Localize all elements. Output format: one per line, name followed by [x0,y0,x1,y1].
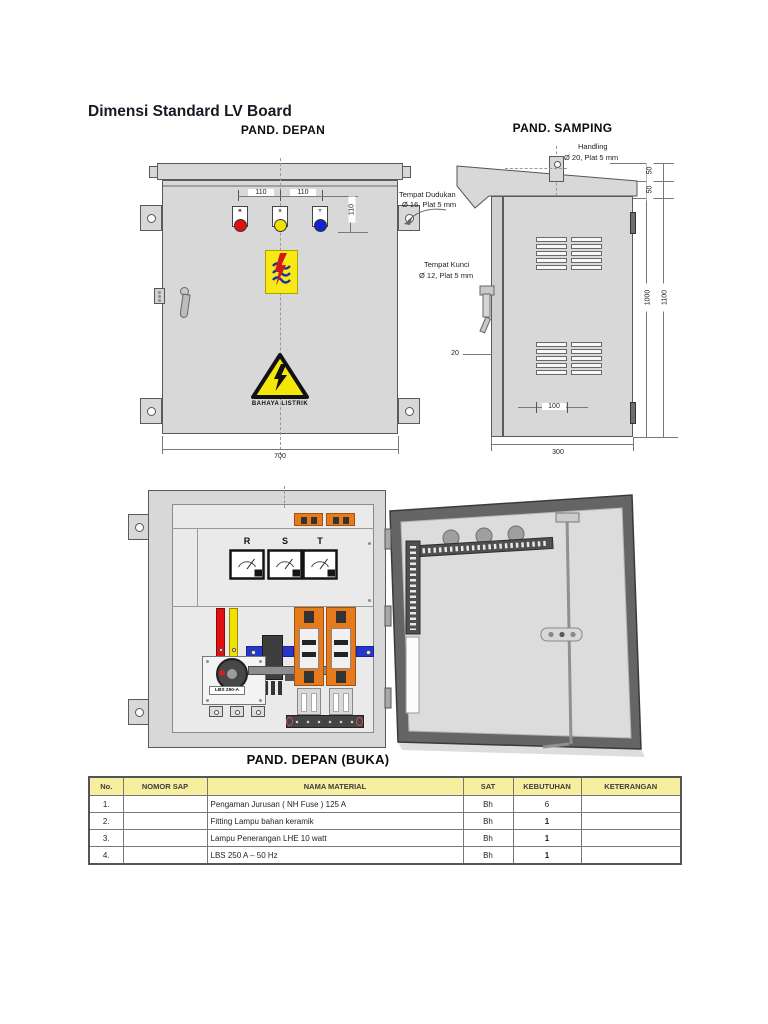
table-header-row [89,777,681,796]
panel-line [197,528,198,606]
ext-line [398,436,399,454]
cell-no: 2. [89,813,123,830]
bracket-hole [147,214,156,223]
cell-sat: Bh [463,830,513,847]
side-cabinet-body [503,196,633,437]
dim-line-20 [463,354,491,355]
ext-line [637,181,674,182]
dim-50-a: 50 [647,160,654,182]
side-hinge-bottom [630,402,636,424]
analog-meter-t [302,549,338,580]
dim-1000: 1000 [645,284,652,312]
cell-nama: Lampu Penerangan LHE 10 watt [207,830,463,847]
panel-screw [368,542,371,545]
open-centerline [284,486,285,508]
dim-tick [567,402,568,413]
bracket-hole [135,523,144,532]
neutral-bar-right [356,646,374,657]
lbs-terminal [230,706,244,717]
open-bracket-bottom [128,699,150,725]
cell-no: 3. [89,830,123,847]
lamp-lens-red [234,219,247,232]
cell-keterangan [581,813,681,830]
nh-fuse-holder [326,607,356,686]
connector-pin [271,681,275,695]
lamp-lens-yellow [274,219,287,232]
cell-nomor-sap [123,847,207,865]
pln-logo-sticker-icon [265,250,298,294]
analog-meter-s [267,549,303,580]
lamp-letter-t: T [318,208,322,213]
bracket-hole [135,708,144,717]
dim-300: 300 [552,449,564,456]
dim-arrow-line [338,232,368,233]
annotation-kunci-spec: Ø 12, Plat 5 mm [419,271,474,280]
louver-vent [536,342,567,377]
ext-line [633,437,634,451]
cell-keterangan [581,830,681,847]
lamp-lens-blue [314,219,327,232]
lamp-letter-r: R [238,208,242,213]
dim-700: 700 [274,453,286,460]
handling-lug [549,156,564,182]
louver-vent [571,237,602,272]
meter-label-s: S [281,536,288,546]
lbs-terminal [251,706,265,717]
bracket-hole [147,407,156,416]
dim-110-vertical: 110 [349,197,356,223]
open-view-label: PAND. DEPAN (BUKA) [246,752,390,767]
cell-nomor-sap [123,796,207,813]
busbar-yellow [229,608,238,660]
dim-110-right: 110 [290,189,316,196]
hinge-block [154,288,165,304]
cell-nama: Pengaman Jurusan ( NH Fuse ) 125 A [207,796,463,813]
meter-label-t: T [317,536,323,546]
connector-pin [278,681,282,695]
dim-20: 20 [451,350,459,357]
electric-hazard-triangle-icon [250,352,310,402]
dim-100: 100 [542,403,566,410]
cell-nomor-sap [123,813,207,830]
header-sat: SAT [463,777,513,796]
cell-kebutuhan: 6 [513,796,581,813]
lug-hole [554,161,561,168]
panel-line [172,528,374,529]
busbar-bolt [232,648,236,652]
dim-110-left: 110 [248,189,274,196]
cell-kebutuhan: 1 [513,813,581,830]
indicator-lamp-t [312,206,328,227]
louver-vent [536,237,567,272]
lbs-knob-center [227,669,237,679]
annotation-kunci: Tempat Kunci [424,260,470,269]
analog-meter-r [229,549,265,580]
handling-leader [505,168,567,169]
cell-keterangan [581,796,681,813]
front-roof-tab-right [402,166,411,178]
page-title: Dimensi Standard LV Board [88,103,292,120]
annotation-dudukan-spec: Ø 16, Plat 5 mm [402,200,457,209]
fuse-base-top [326,513,355,526]
busbar-red [216,608,225,660]
annotation-dudukan: Tempat Dudukan [399,190,456,199]
dim-1100: 1100 [662,284,669,312]
mount-bracket-top-left [140,205,162,231]
lamp-letter-s: S [278,208,282,213]
dim-50-b: 50 [647,179,654,201]
terminal-strip [286,715,364,728]
fuse-grip [297,688,321,715]
side-view-label: PAND. SAMPING [512,121,613,135]
dim-line-top [238,196,358,197]
nh-fuse-holder [294,607,324,686]
bracket-hole [405,407,414,416]
header-no: No. [89,777,123,796]
header-kebutuhan: KEBUTUHAN [513,777,581,796]
dudukan-leader-arrow [402,206,447,228]
ext-line [162,436,163,454]
header-keterangan: KETERANGAN [581,777,681,796]
indicator-lamp-s [272,206,288,227]
cell-nomor-sap [123,830,207,847]
header-nomor-sap: NOMOR SAP [123,777,207,796]
front-view-label: PAND. DEPAN [240,123,326,137]
annotation-handling: Handling [578,142,608,151]
lbs-terminal [209,706,223,717]
meter-label-r: R [243,536,251,546]
cell-sat: Bh [463,796,513,813]
open-bracket-top [128,514,150,540]
fuse-grip [329,688,353,715]
cell-keterangan [581,847,681,865]
mount-bracket-bottom-right [398,398,420,424]
ext-line [633,198,674,199]
annotation-handling-spec: Ø 20, Plat 5 mm [564,153,619,162]
indicator-lamp-r [232,206,248,227]
table-row [89,830,681,847]
dim-tick [536,402,537,413]
dim-line-300 [491,444,633,445]
side-hinge-top [630,212,636,234]
busbar-bolt [219,648,223,652]
ext-line [633,437,678,438]
panel-screw [368,599,371,602]
table-row [89,813,681,830]
cell-sat: Bh [463,813,513,830]
table-row [89,796,681,813]
table-row [89,847,681,865]
front-centerline [280,158,281,460]
cell-kebutuhan: 1 [513,847,581,865]
open-door-drawing [378,486,650,766]
lbs-knob-marker [219,670,225,676]
louver-vent [571,342,602,377]
cell-no: 4. [89,847,123,865]
mount-bracket-bottom-left [140,398,162,424]
ext-line [610,163,674,164]
warning-text: BAHAYA LISTRIK [251,401,309,407]
dim-line-bottom [162,449,398,450]
cell-nama: LBS 250 A – 50 Hz [207,847,463,865]
cell-sat: Bh [463,847,513,865]
header-nama-material: NAMA MATERIAL [207,777,463,796]
cell-nama: Fitting Lampu bahan keramik [207,813,463,830]
lbs-nameplate: LBS 250-A [209,686,245,695]
cell-kebutuhan: 1 [513,830,581,847]
material-table [88,776,682,865]
front-roof-tab-left [149,166,158,178]
fuse-base-top [294,513,323,526]
side-lock-handle [472,284,502,336]
cell-no: 1. [89,796,123,813]
